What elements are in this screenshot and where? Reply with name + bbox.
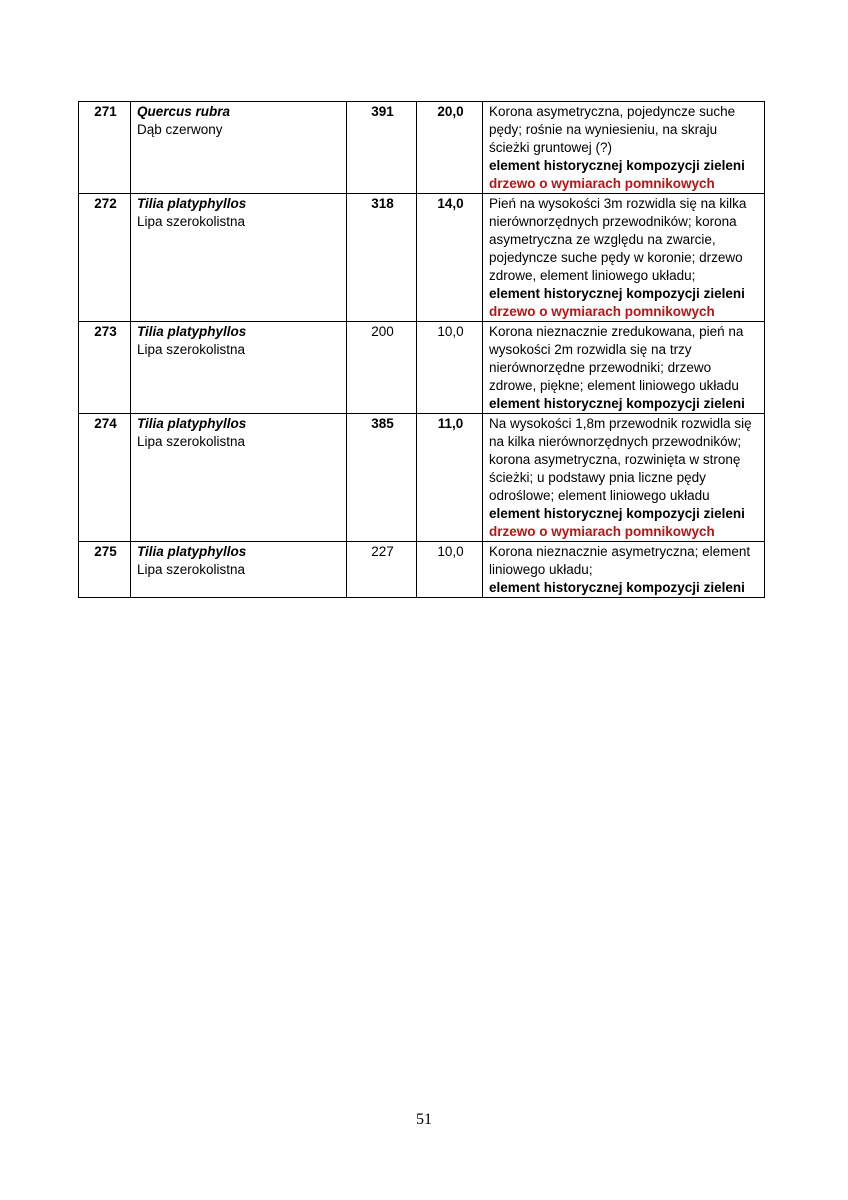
tree-number: 272 (79, 194, 131, 322)
table-row (79, 194, 765, 322)
historic-note: element historycznej kompozycji zieleni (489, 158, 745, 173)
tree-number: 273 (79, 322, 131, 414)
circumference: 200 (347, 322, 417, 414)
height: 14,0 (417, 194, 483, 322)
description: Korona asymetryczna, pojedyncze suche pędy; rośnie na wyniesieniu, na skraju ścieżki gruntowej (?) (489, 104, 736, 155)
description: Korona nieznacznie asymetryczna; element liniowego układu; (489, 544, 751, 577)
table-row (79, 542, 765, 598)
species-cell (131, 542, 347, 598)
latin-name: Tilia platyphyllos (137, 196, 247, 211)
description-cell (483, 414, 765, 542)
historic-note: element historycznej kompozycji zieleni (489, 580, 745, 595)
historic-note: element historycznej kompozycji zieleni (489, 396, 745, 411)
monument-note: drzewo o wymiarach pomnikowych (489, 304, 715, 319)
common-name: Lipa szerokolistna (137, 214, 246, 229)
circumference: 391 (347, 102, 417, 194)
description: Korona nieznacznie zredukowana, pień na wysokości 2m rozwidla się na trzy nierównorzędne przewodniki; drzewo zdrowe, piękne; element liniowego układu (489, 324, 744, 393)
common-name: Lipa szerokolistna (137, 342, 246, 357)
historic-note: element historycznej kompozycji zieleni (489, 506, 745, 521)
species-cell (131, 102, 347, 194)
height: 11,0 (417, 414, 483, 542)
table-row (79, 102, 765, 194)
description: Na wysokości 1,8m przewodnik rozwidla się na kilka nierównorzędnych przewodników; korona asymetryczna, rozwinięta w stronę ścieżki; u podstawy pnia liczne pędy odroślowe; element liniowego układu (489, 416, 752, 503)
circumference: 385 (347, 414, 417, 542)
page-number: 51 (416, 1111, 432, 1128)
common-name: Lipa szerokolistna (137, 434, 246, 449)
historic-note: element historycznej kompozycji zieleni (489, 286, 745, 301)
latin-name: Tilia platyphyllos (137, 544, 247, 559)
species-cell (131, 322, 347, 414)
description-cell (483, 102, 765, 194)
tree-number: 275 (79, 542, 131, 598)
circumference: 318 (347, 194, 417, 322)
species-cell (131, 414, 347, 542)
latin-name: Tilia platyphyllos (137, 416, 247, 431)
tree-number: 274 (79, 414, 131, 542)
description-cell (483, 194, 765, 322)
height: 10,0 (417, 322, 483, 414)
monument-note: drzewo o wymiarach pomnikowych (489, 524, 715, 539)
tree-number: 271 (79, 102, 131, 194)
description-cell (483, 542, 765, 598)
table-row (79, 414, 765, 542)
description: Pień na wysokości 3m rozwidla się na kilka nierównorzędnych przewodników; korona asymetryczna ze względu na zwarcie, pojedyncze suche pędy w koronie; drzewo zdrowe, element liniowego układu; (489, 196, 747, 283)
common-name: Dąb czerwony (137, 122, 223, 137)
circumference: 227 (347, 542, 417, 598)
latin-name: Quercus rubra (137, 104, 231, 119)
monument-note: drzewo o wymiarach pomnikowych (489, 176, 715, 191)
table-row (79, 322, 765, 414)
height: 20,0 (417, 102, 483, 194)
tree-inventory-table (78, 101, 765, 598)
description-cell (483, 322, 765, 414)
species-cell (131, 194, 347, 322)
common-name: Lipa szerokolistna (137, 562, 246, 577)
height: 10,0 (417, 542, 483, 598)
latin-name: Tilia platyphyllos (137, 324, 247, 339)
table-body (79, 102, 765, 598)
